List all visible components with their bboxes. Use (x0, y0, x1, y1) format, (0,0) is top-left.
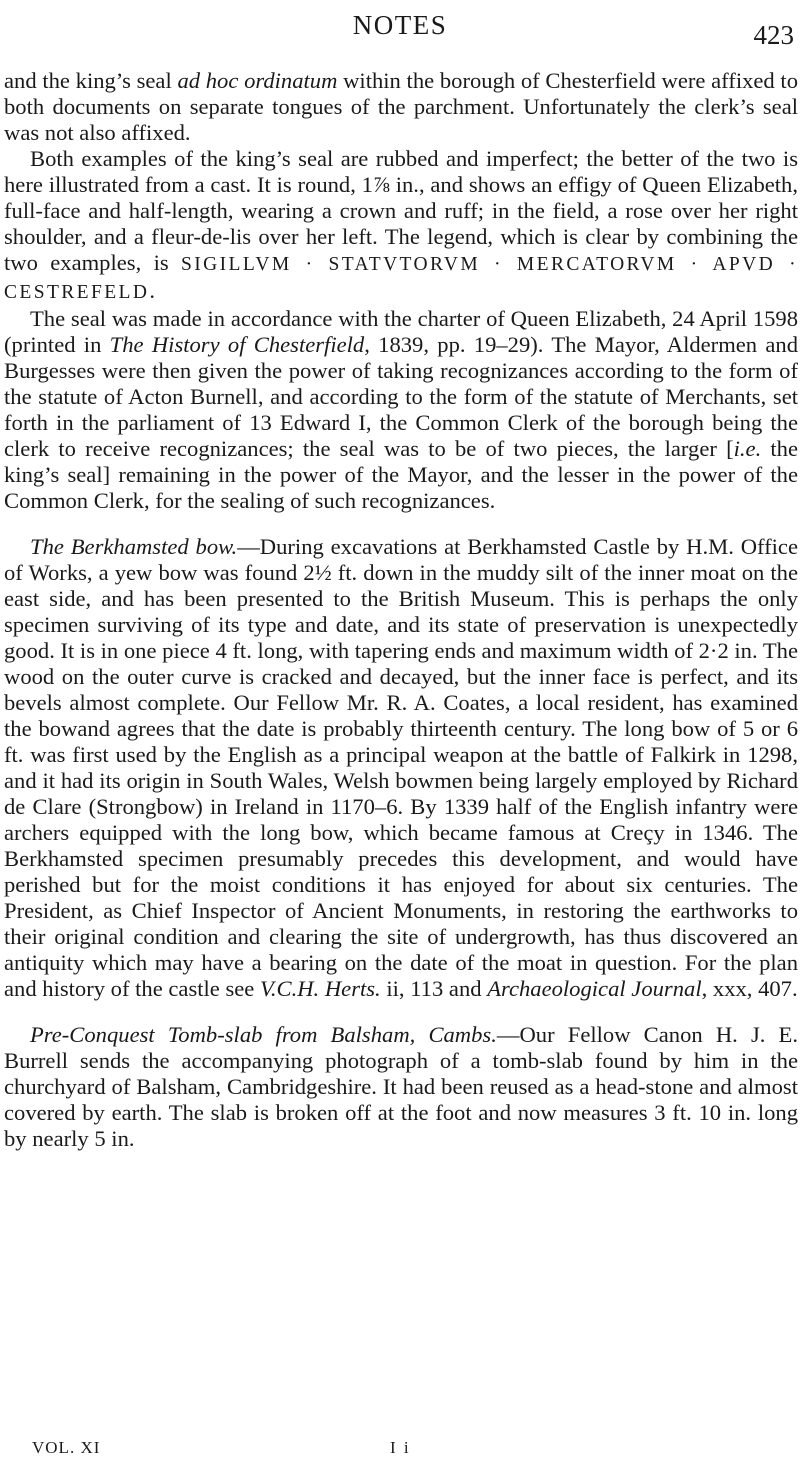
signature-mark: I i (390, 1438, 411, 1457)
page-footer (0, 1436, 800, 1462)
running-head (0, 4, 800, 48)
paragraph-text: . (149, 278, 155, 303)
paragraph-text: —During excavations at Berkhamsted Castle by H.M. Office of Works, a yew bow was found 2½ ft. down in the muddy silt of the inner moat on the east side, and has been presented to the British Museum. This is perhaps the only specimen surviving of its type and date, and its state of preservation is unexpectedly good. It is in one piece 4 ft. long, with tapering ends and maximum width of 2·2 in. The wood on the outer curve is cracked and decayed, but the inner face is perfect, and its bevels almost complete. Our Fellow Mr. R. A. Coates, a local resident, has examined the bowand agrees that the date is probably thirteenth century. The long bow of 5 or 6 ft. was first used by the English as a principal weapon at the battle of Falkirk in 1298, and it had its origin in South Wales, Welsh bowmen being largely employed by Richard de Clare (Strongbow) in Ireland in 1170–6. By 1339 half of the English infantry were archers equipped with the long bow, which became famous at Creçy in 1346. The Berkhamsted specimen presumably precedes this development, and would have perished but for the moist conditions it has enjoyed for about six centuries. The President, as Chief Inspector of Ancient Monuments, in restoring the earthworks to their original condition and clearing the site of undergrowth, has thus discovered an antiquity which may have a bearing on the date of the moat in question. For the plan and history of the castle see (4, 534, 798, 1001)
volume-label: VOL. XI (32, 1438, 101, 1457)
italic-text: i.e. (733, 436, 762, 461)
paragraph-text: and the king’s seal (4, 68, 178, 93)
article-body (4, 68, 798, 1152)
paragraph-text: ii, 113 and (380, 976, 488, 1001)
section-paragraph (4, 1022, 798, 1152)
seal-legend-text: SIGILLVM · STATVTORVM · MERCATORVM · APVD · CESTREFELD (4, 254, 798, 303)
italic-text: The Berkhamsted bow. (30, 534, 238, 559)
body-paragraph (4, 146, 798, 306)
section-paragraph (4, 534, 798, 1002)
paragraph-text: The seal was made in accordance with the charter of Queen Elizabeth, 24 April 1598 (printed in (4, 306, 798, 357)
paragraph-text: within the borough of Chesterfield were affixed to both documents on separate tongues of the parchment. Unfortunately the clerk’s seal was not also affixed. (4, 68, 798, 145)
paragraph-text: , 1839, pp. 19–29). The Mayor, Aldermen and Burgesses were then given the power of taking recognizances according to the form of the statute of Acton Burnell, and according to the form of the statute of Merchants, set forth in the parliament of 13 Edward I, the Common Clerk of the borough being the clerk to receive recognizances; the seal was to be of two pieces, the larger [ (4, 332, 798, 461)
italic-text: Archaeological Journal (487, 976, 702, 1001)
running-title: NOTES (352, 10, 448, 40)
paragraph-text: —Our Fellow Canon H. J. E. Burrell sends the accompanying photograph of a tomb-slab found by him in the churchyard of Balsham, Cambridgeshire. It had been reused as a head-stone and almost covered by earth. The slab is broken off at the foot and now measures 3 ft. 10 in. long by nearly 5 in. (4, 1022, 798, 1151)
page-number: 423 (753, 20, 794, 50)
paragraph-text: Both examples of the king’s seal are rubbed and imperfect; the better of the two is here illustrated from a cast. It is round, 1⅞ in., and shows an effigy of Queen Elizabeth, full-face and half-length, wearing a crown and ruff; in the field, a rose over her right shoulder, and a fleur-de-lis over her left. The legend, which is clear by combining the two examples, is (4, 146, 798, 275)
paragraph-text: , xxx, 407. (701, 976, 798, 1001)
italic-text: Pre-Conquest Tomb-slab from Balsham, Cambs. (30, 1022, 497, 1047)
italic-text: V.C.H. Herts. (259, 976, 381, 1001)
body-paragraph (4, 306, 798, 514)
paragraph-text: the king’s seal] remaining in the power of the Mayor, and the lesser in the power of the Common Clerk, for the sealing of such recognizances. (4, 436, 798, 513)
italic-text: The History of Chesterfield (109, 332, 365, 357)
body-paragraph (4, 68, 798, 146)
italic-text: ad hoc ordinatum (177, 68, 338, 93)
